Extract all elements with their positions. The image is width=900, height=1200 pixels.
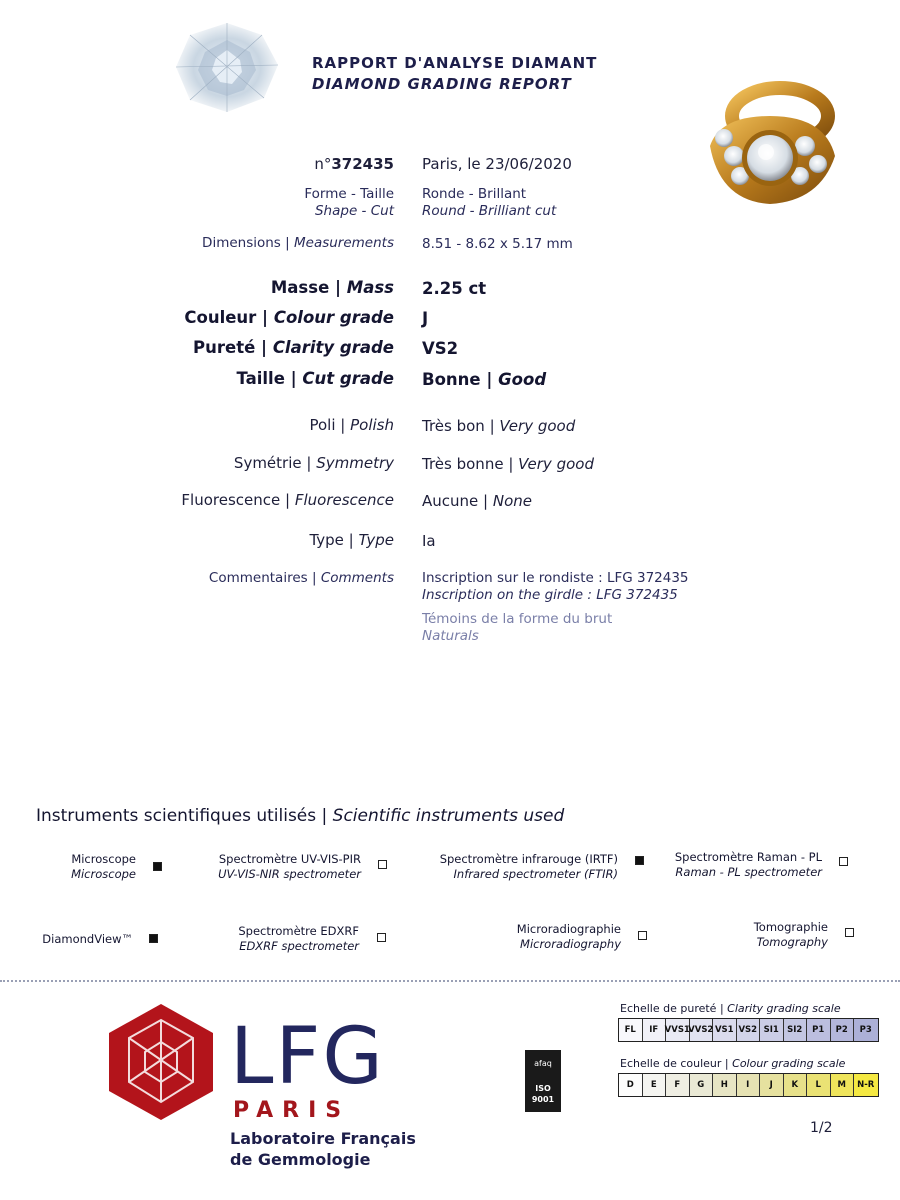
scale-cell: VS2 (737, 1019, 761, 1041)
scale-cell: L (807, 1074, 831, 1096)
shape-value: Ronde - Brillant Round - Brilliant cut (422, 186, 557, 219)
clarity-label: Pureté | Clarity grade (193, 338, 394, 357)
checkbox-diamondview (149, 934, 158, 943)
ring-photo (700, 76, 840, 211)
scale-cell: SI2 (784, 1019, 808, 1041)
instruments-title: Instruments scientifiques utilisés | Scientific instruments used (36, 806, 565, 826)
shape-label: Forme - Taille Shape - Cut (304, 186, 394, 219)
cut-value: Bonne | Good (422, 370, 547, 389)
scale-cell: P3 (854, 1019, 878, 1041)
scale-cell: H (713, 1074, 737, 1096)
scale-cell: IF (643, 1019, 667, 1041)
scale-cell: D (619, 1074, 643, 1096)
comments-label: Commentaires | Comments (208, 570, 394, 586)
report-number: 372435 (331, 155, 394, 173)
scale-cell: E (643, 1074, 667, 1096)
instrument-edxrf: Spectromètre EDXRF EDXRF spectrometer (238, 924, 359, 953)
report-number-label: n°372435 (314, 155, 394, 173)
comments-value (422, 570, 689, 645)
lfg-logo-icon (105, 1002, 217, 1122)
scale-cell: I (737, 1074, 761, 1096)
polish-label: Poli | Polish (309, 416, 394, 434)
polish-value: Très bon | Very good (422, 417, 576, 435)
instrument-raman: Spectromètre Raman - PL Raman - PL spectrometer (674, 850, 822, 879)
instrument-microradiography: Microradiographie Microradiography (516, 922, 621, 951)
checkbox-uv-vis-nir (378, 860, 387, 869)
clarity-value: VS2 (422, 339, 459, 358)
comment-line-2: Inscription on the girdle : LFG 372435 (422, 587, 678, 603)
report-title-fr: RAPPORT D'ANALYSE DIAMANT (312, 54, 598, 72)
diamond-photo (172, 20, 282, 115)
mass-value: 2.25 ct (422, 279, 487, 298)
scale-cell: SI1 (760, 1019, 784, 1041)
checkbox-microradiography (638, 931, 647, 940)
scale-cell: F (666, 1074, 690, 1096)
scale-cell: P1 (807, 1019, 831, 1041)
symmetry-value: Très bonne | Very good (422, 455, 594, 473)
symmetry-label: Symétrie | Symmetry (233, 454, 394, 472)
type-value: Ia (422, 532, 436, 550)
scale-cell: J (760, 1074, 784, 1096)
instrument-uv-vis-nir: Spectromètre UV-VIS-PIR UV-VIS-NIR spectrometer (218, 852, 361, 881)
instrument-microscope: Microscope Microscope (71, 852, 136, 881)
lfg-wordmark: LFG (230, 1012, 385, 1102)
type-label: Type | Type (309, 531, 394, 549)
scale-cell: G (690, 1074, 714, 1096)
checkbox-tomography (845, 928, 854, 937)
checkbox-raman (839, 857, 848, 866)
colour-label: Couleur | Colour grade (184, 308, 394, 327)
comment-line-1: Inscription sur le rondiste : LFG 372435 (422, 570, 689, 586)
scale-cell: VVS1 (666, 1019, 690, 1041)
comment-line-4: Naturals (422, 628, 479, 644)
dimensions-label: Dimensions | Measurements (202, 235, 394, 251)
report-date: Paris, le 23/06/2020 (422, 155, 572, 173)
scale-cell: K (784, 1074, 808, 1096)
lfg-city: PARIS (233, 1098, 351, 1123)
lfg-lab-name: Laboratoire Français de Gemmologie (230, 1129, 416, 1169)
clarity-scale-title: Echelle de pureté | Clarity grading scale (620, 1002, 841, 1015)
colour-scale-title: Echelle de couleur | Colour grading scale (620, 1057, 846, 1070)
afaq-iso-badge: afaq ISO 9001 (525, 1050, 561, 1112)
page-number: 1/2 (810, 1120, 833, 1136)
colour-scale (618, 1073, 879, 1097)
scale-cell: VVS2 (690, 1019, 714, 1041)
scale-cell: N-R (854, 1074, 878, 1096)
clarity-scale (618, 1018, 879, 1042)
scale-cell: VS1 (713, 1019, 737, 1041)
scale-cell: FL (619, 1019, 643, 1041)
instrument-tomography: Tomographie Tomography (753, 920, 828, 949)
report-title-en: DIAMOND GRADING REPORT (312, 75, 572, 93)
checkbox-microscope (153, 862, 162, 871)
scale-cell: P2 (831, 1019, 855, 1041)
checkbox-edxrf (377, 933, 386, 942)
dimensions-value: 8.51 - 8.62 x 5.17 mm (422, 236, 573, 252)
cut-label: Taille | Cut grade (236, 369, 394, 388)
instrument-ftir: Spectromètre infrarouge (IRTF) Infrared spectrometer (FTIR) (439, 852, 618, 881)
scale-cell: M (831, 1074, 855, 1096)
colour-value: J (422, 309, 429, 328)
comment-line-3: Témoins de la forme du brut (422, 611, 613, 627)
mass-label: Masse | Mass (270, 278, 394, 297)
fluorescence-label: Fluorescence | Fluorescence (181, 491, 394, 509)
instrument-diamondview: DiamondView™ (42, 932, 133, 946)
fluorescence-value: Aucune | None (422, 492, 533, 510)
checkbox-ftir (635, 856, 644, 865)
dotted-separator (0, 980, 900, 982)
